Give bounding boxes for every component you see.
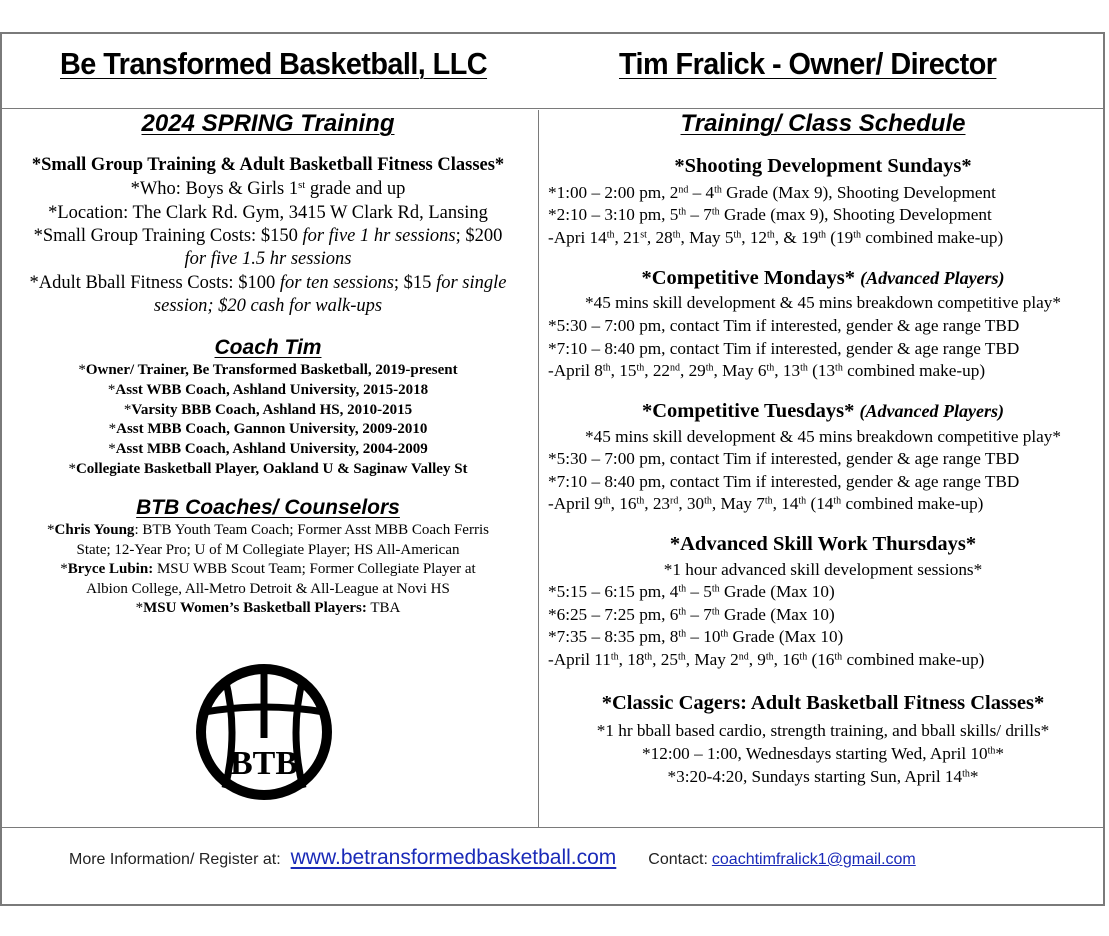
footer-label: More Information/ Register at: xyxy=(69,851,281,868)
coach-heading: Coach Tim xyxy=(214,336,322,359)
intro-adult-cost: *Adult Bball Fitness Costs: $100 for ten sessions; $15 for single xyxy=(29,273,507,293)
mondays-session: *7:10 – 8:40 pm, contact Tim if interested, gender & age range TBD xyxy=(548,339,1020,358)
footer-divider xyxy=(2,827,1103,828)
intro-adult-cost-2: session; $20 cash for walk-ups xyxy=(153,296,383,316)
coach-item: *Collegiate Basketball Player, Oakland U & Saginaw Valley St xyxy=(68,461,468,477)
counselor-bryce-lubin: *Bryce Lubin: MSU WBB Scout Team; Former Collegiate Player at xyxy=(60,561,476,577)
intro-title: *Small Group Training & Adult Basketball Fitness Classes* xyxy=(31,155,505,175)
cagers-desc: *1 hr bball based cardio, strength training, and bball skills/ drills* xyxy=(596,721,1050,740)
mondays-title: *Competitive Mondays* (Advanced Players) xyxy=(641,267,1005,289)
contact-label: Contact: xyxy=(648,851,708,868)
company-title: Be Transformed Basketball, LLC xyxy=(60,46,488,81)
intro-location: *Location: The Clark Rd. Gym, 3415 W Clark Rd, Lansing xyxy=(48,203,488,223)
coach-item: *Asst MBB Coach, Ashland University, 2004-2009 xyxy=(108,441,428,457)
cagers-session: *12:00 – 1:00, Wednesdays starting Wed, April 10th* xyxy=(642,744,1004,763)
mondays-desc: *45 mins skill development & 45 mins breakdown competitive play* xyxy=(585,293,1061,312)
coach-item: *Asst MBB Coach, Gannon University, 2009-2010 xyxy=(108,421,428,437)
coach-item: *Owner/ Trainer, Be Transformed Basketball, 2019-present xyxy=(78,362,458,378)
mondays-session: *5:30 – 7:00 pm, contact Tim if interested, gender & age range TBD xyxy=(548,316,1020,335)
counselors-heading: BTB Coaches/ Counselors xyxy=(136,496,400,519)
tuesdays-session: *5:30 – 7:00 pm, contact Tim if interested, gender & age range TBD xyxy=(548,449,1020,468)
thursdays-session: *5:15 – 6:15 pm, 4th – 5th Grade (Max 10) xyxy=(548,582,835,601)
thursdays-desc: *1 hour advanced skill development sessions* xyxy=(663,560,983,579)
thursdays-session: *7:35 – 8:35 pm, 8th – 10th Grade (Max 10) xyxy=(548,627,844,646)
website-link[interactable]: www.betransformedbasketball.com xyxy=(290,846,617,869)
season-heading: 2024 SPRING Training xyxy=(141,110,395,137)
counselor-msu-players: *MSU Women’s Basketball Players: TBA xyxy=(135,600,401,616)
intro-small-group-cost-2: for five 1.5 hr sessions xyxy=(184,249,352,269)
tuesdays-desc: *45 mins skill development & 45 mins breakdown competitive play* xyxy=(585,427,1061,446)
btb-logo xyxy=(179,656,349,806)
header-divider xyxy=(2,108,1103,109)
coach-item: *Asst WBB Coach, Ashland University, 2015-2018 xyxy=(107,382,429,398)
intro-small-group-cost: *Small Group Training Costs: $150 for five 1 hr sessions; $200 xyxy=(33,226,503,246)
shooting-title: *Shooting Development Sundays* xyxy=(674,155,972,177)
thursdays-title: *Advanced Skill Work Thursdays* xyxy=(669,533,977,555)
tuesdays-title: *Competitive Tuesdays* (Advanced Players) xyxy=(641,400,1005,422)
column-divider xyxy=(538,110,539,828)
counselor-chris-young-2: State; 12-Year Pro; U of M Collegiate Player; HS All-American xyxy=(76,542,460,558)
shooting-dates: -Apri 14th, 21st, 28th, May 5th, 12th, & 19th (19th combined make-up) xyxy=(548,228,1004,247)
tuesdays-session: *7:10 – 8:40 pm, contact Tim if interested, gender & age range TBD xyxy=(548,472,1020,491)
mondays-dates: -April 8th, 15th, 22nd, 29th, May 6th, 13th (13th combined make-up) xyxy=(548,361,986,380)
thursdays-session: *6:25 – 7:25 pm, 6th – 7th Grade (Max 10) xyxy=(548,605,835,624)
intro-who: *Who: Boys & Girls 1st grade and up xyxy=(130,179,406,199)
counselor-chris-young: *Chris Young: BTB Youth Team Coach; Former Asst MBB Coach Ferris xyxy=(47,522,489,538)
coach-item: *Varsity BBB Coach, Ashland HS, 2010-2015 xyxy=(123,402,413,418)
counselor-bryce-lubin-2: Albion College, All-Metro Detroit & All-League at Novi HS xyxy=(86,581,450,597)
cagers-title: *Classic Cagers: Adult Basketball Fitness Classes* xyxy=(601,692,1045,714)
schedule-heading: Training/ Class Schedule xyxy=(680,110,966,137)
btb-logo-text: BTB xyxy=(229,745,299,782)
shooting-session: *1:00 – 2:00 pm, 2nd – 4th Grade (Max 9), Shooting Development xyxy=(548,183,996,202)
thursdays-dates: -April 11th, 18th, 25th, May 2nd, 9th, 16th (16th combined make-up) xyxy=(548,650,985,669)
owner-title: Tim Fralick - Owner/ Director xyxy=(619,46,997,81)
cagers-session: *3:20-4:20, Sundays starting Sun, April 14th* xyxy=(667,767,979,786)
tuesdays-dates: -April 9th, 16th, 23rd, 30th, May 7th, 14th (14th combined make-up) xyxy=(548,494,984,513)
footer xyxy=(69,846,916,870)
email-link[interactable]: coachtimfralick1@gmail.com xyxy=(711,851,916,868)
shooting-session: *2:10 – 3:10 pm, 5th – 7th Grade (max 9), Shooting Development xyxy=(548,205,992,224)
